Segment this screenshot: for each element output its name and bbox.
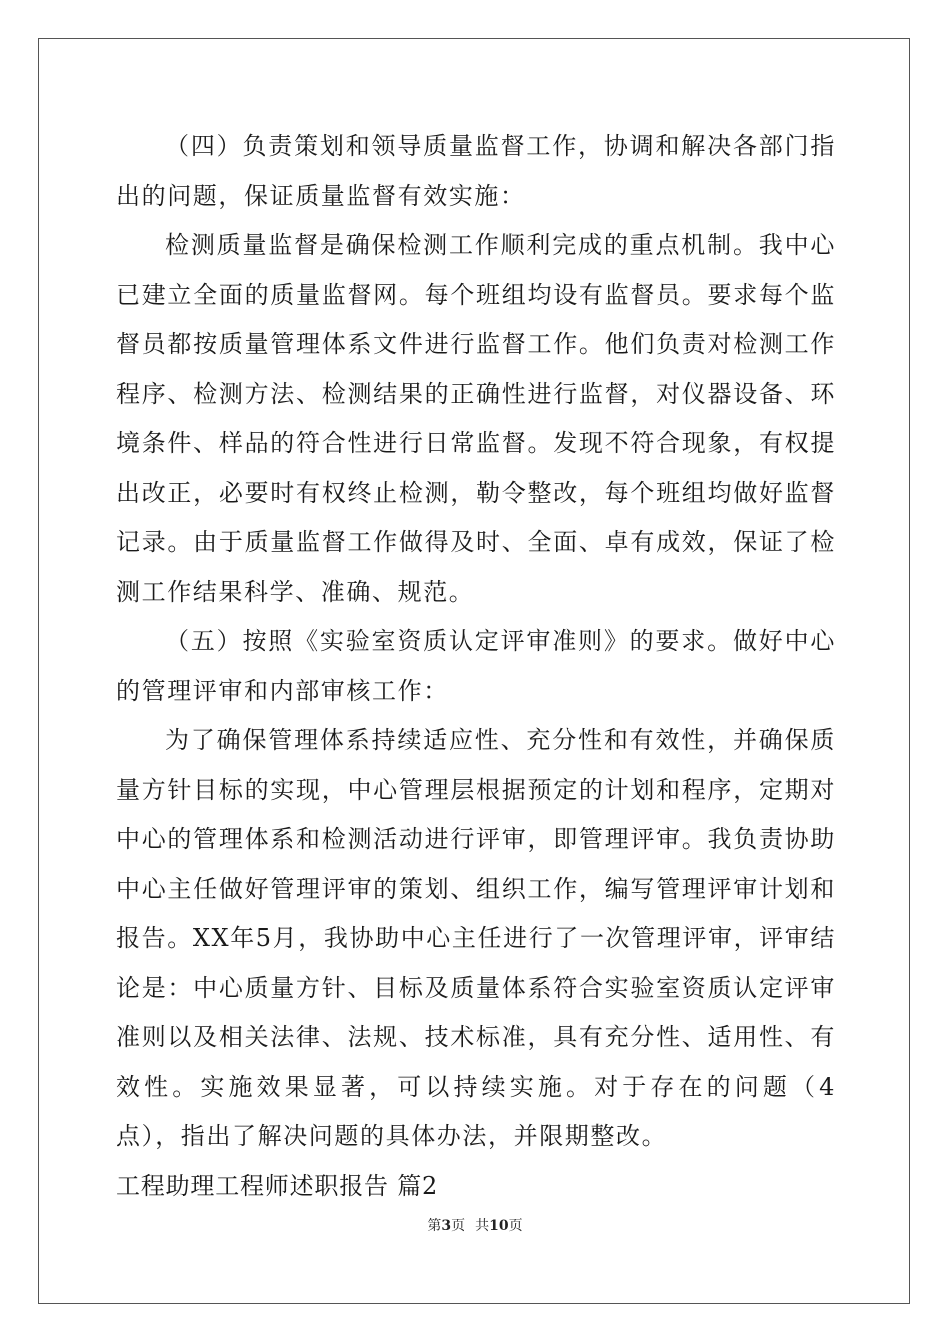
current-page-number: 3: [441, 1218, 452, 1234]
total-suffix: 页: [508, 1218, 523, 1234]
paragraph-quality-supervision: 检测质量监督是确保检测工作顺利完成的重点机制。我中心已建立全面的质量监督网。每个班组均设有监督员。要求每个监督员都按质量管理体系文件进行监督工作。他们负责对检测工作程序、检测方法、检测结果的正确性进行监督，对仪器设备、环境条件、样品的符合性进行日常监督。发现不符合现象，有权提出改正，必要时有权终止检测，勒令整改，每个班组均做好监督记录。由于质量监督工作做得及时、全面、卓有成效，保证了检测工作结果科学、准确、规范。: [116, 231, 836, 606]
total-prefix: 共: [475, 1218, 490, 1234]
section-heading: 工程助理工程师述职报告 篇2: [116, 1171, 439, 1200]
document-body: [116, 122, 836, 1211]
paragraph-management-review: 为了确保管理体系持续适应性、充分性和有效性，并确保质量方针目标的实现，中心管理层根据预定的计划和程序，定期对中心的管理体系和检测活动进行评审，即管理评审。我负责协助中心主任做好管理评审的策划、组织工作，编写管理评审计划和报告。XX年5月，我协助中心主任进行了一次管理评审，评审结论是：中心质量方针、目标及质量体系符合实验室资质认定评审准则以及相关法律、法规、技术标准，具有充分性、适用性、有效性。实施效果显著，可以持续实施。对于存在的问题（4点），指出了解决问题的具体办法，并限期整改。: [116, 726, 836, 1150]
page-suffix: 页: [451, 1218, 466, 1234]
page-prefix: 第: [427, 1218, 442, 1234]
total-page-count: 10: [489, 1218, 509, 1234]
paragraph-section-five: （五）按照《实验室资质认定评审准则》的要求。做好中心的管理评审和内部审核工作：: [116, 627, 836, 705]
paragraph-section-four: （四）负责策划和领导质量监督工作，协调和解决各部门指出的问题，保证质量监督有效实施：: [116, 132, 836, 210]
page-footer: [0, 1216, 950, 1236]
